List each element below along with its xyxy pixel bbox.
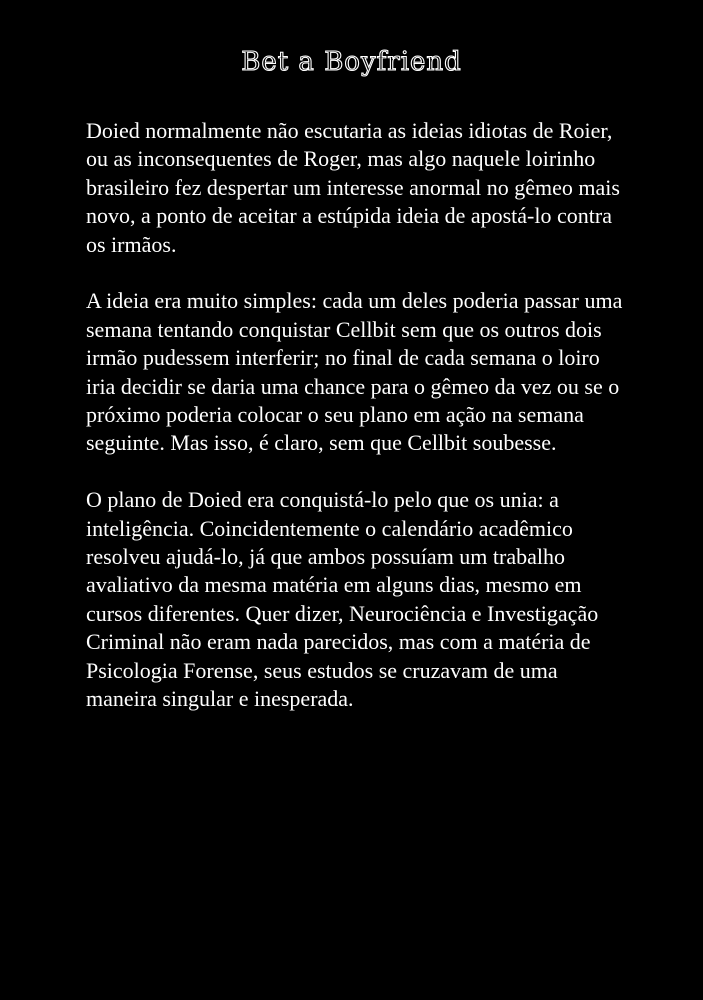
paragraph-3: O plano de Doied era conquistá-lo pelo que os unia: a inteligência. Coincidentemente o calendário acadêmico resolveu ajudá-lo, já que ambos possuíam um trabalho avaliativo da mesma matéria em alguns dias, mesmo em cursos diferentes. Quer dizer, Neurociência e Investigação Criminal não eram nada parecidos, mas com a matéria de Psicologia Forense, seus estudos se cruzavam de uma maneira singular e inesperada.: [86, 487, 599, 712]
story-body: [86, 117, 631, 742]
page-title: Bet a Boyfriend: [241, 47, 462, 77]
paragraph-1: Doied normalmente não escutaria as ideias idiotas de Roier, ou as inconsequentes de Roger, mas algo naquele loirinho brasileiro fez despertar um interesse anormal no gêmeo mais novo, a ponto de aceitar a estúpida ideia de apostá-lo contra os irmãos.: [86, 118, 620, 257]
paragraph-2: A ideia era muito simples: cada um deles poderia passar uma semana tentando conquistar Cellbit sem que os outros dois irmão pudessem interferir; no final de cada semana o loiro iria decidir se daria uma chance para o gêmeo da vez ou se o próximo poderia colocar o seu plano em ação na semana seguinte. Mas isso, é claro, sem que Cellbit soubesse.: [86, 288, 623, 456]
